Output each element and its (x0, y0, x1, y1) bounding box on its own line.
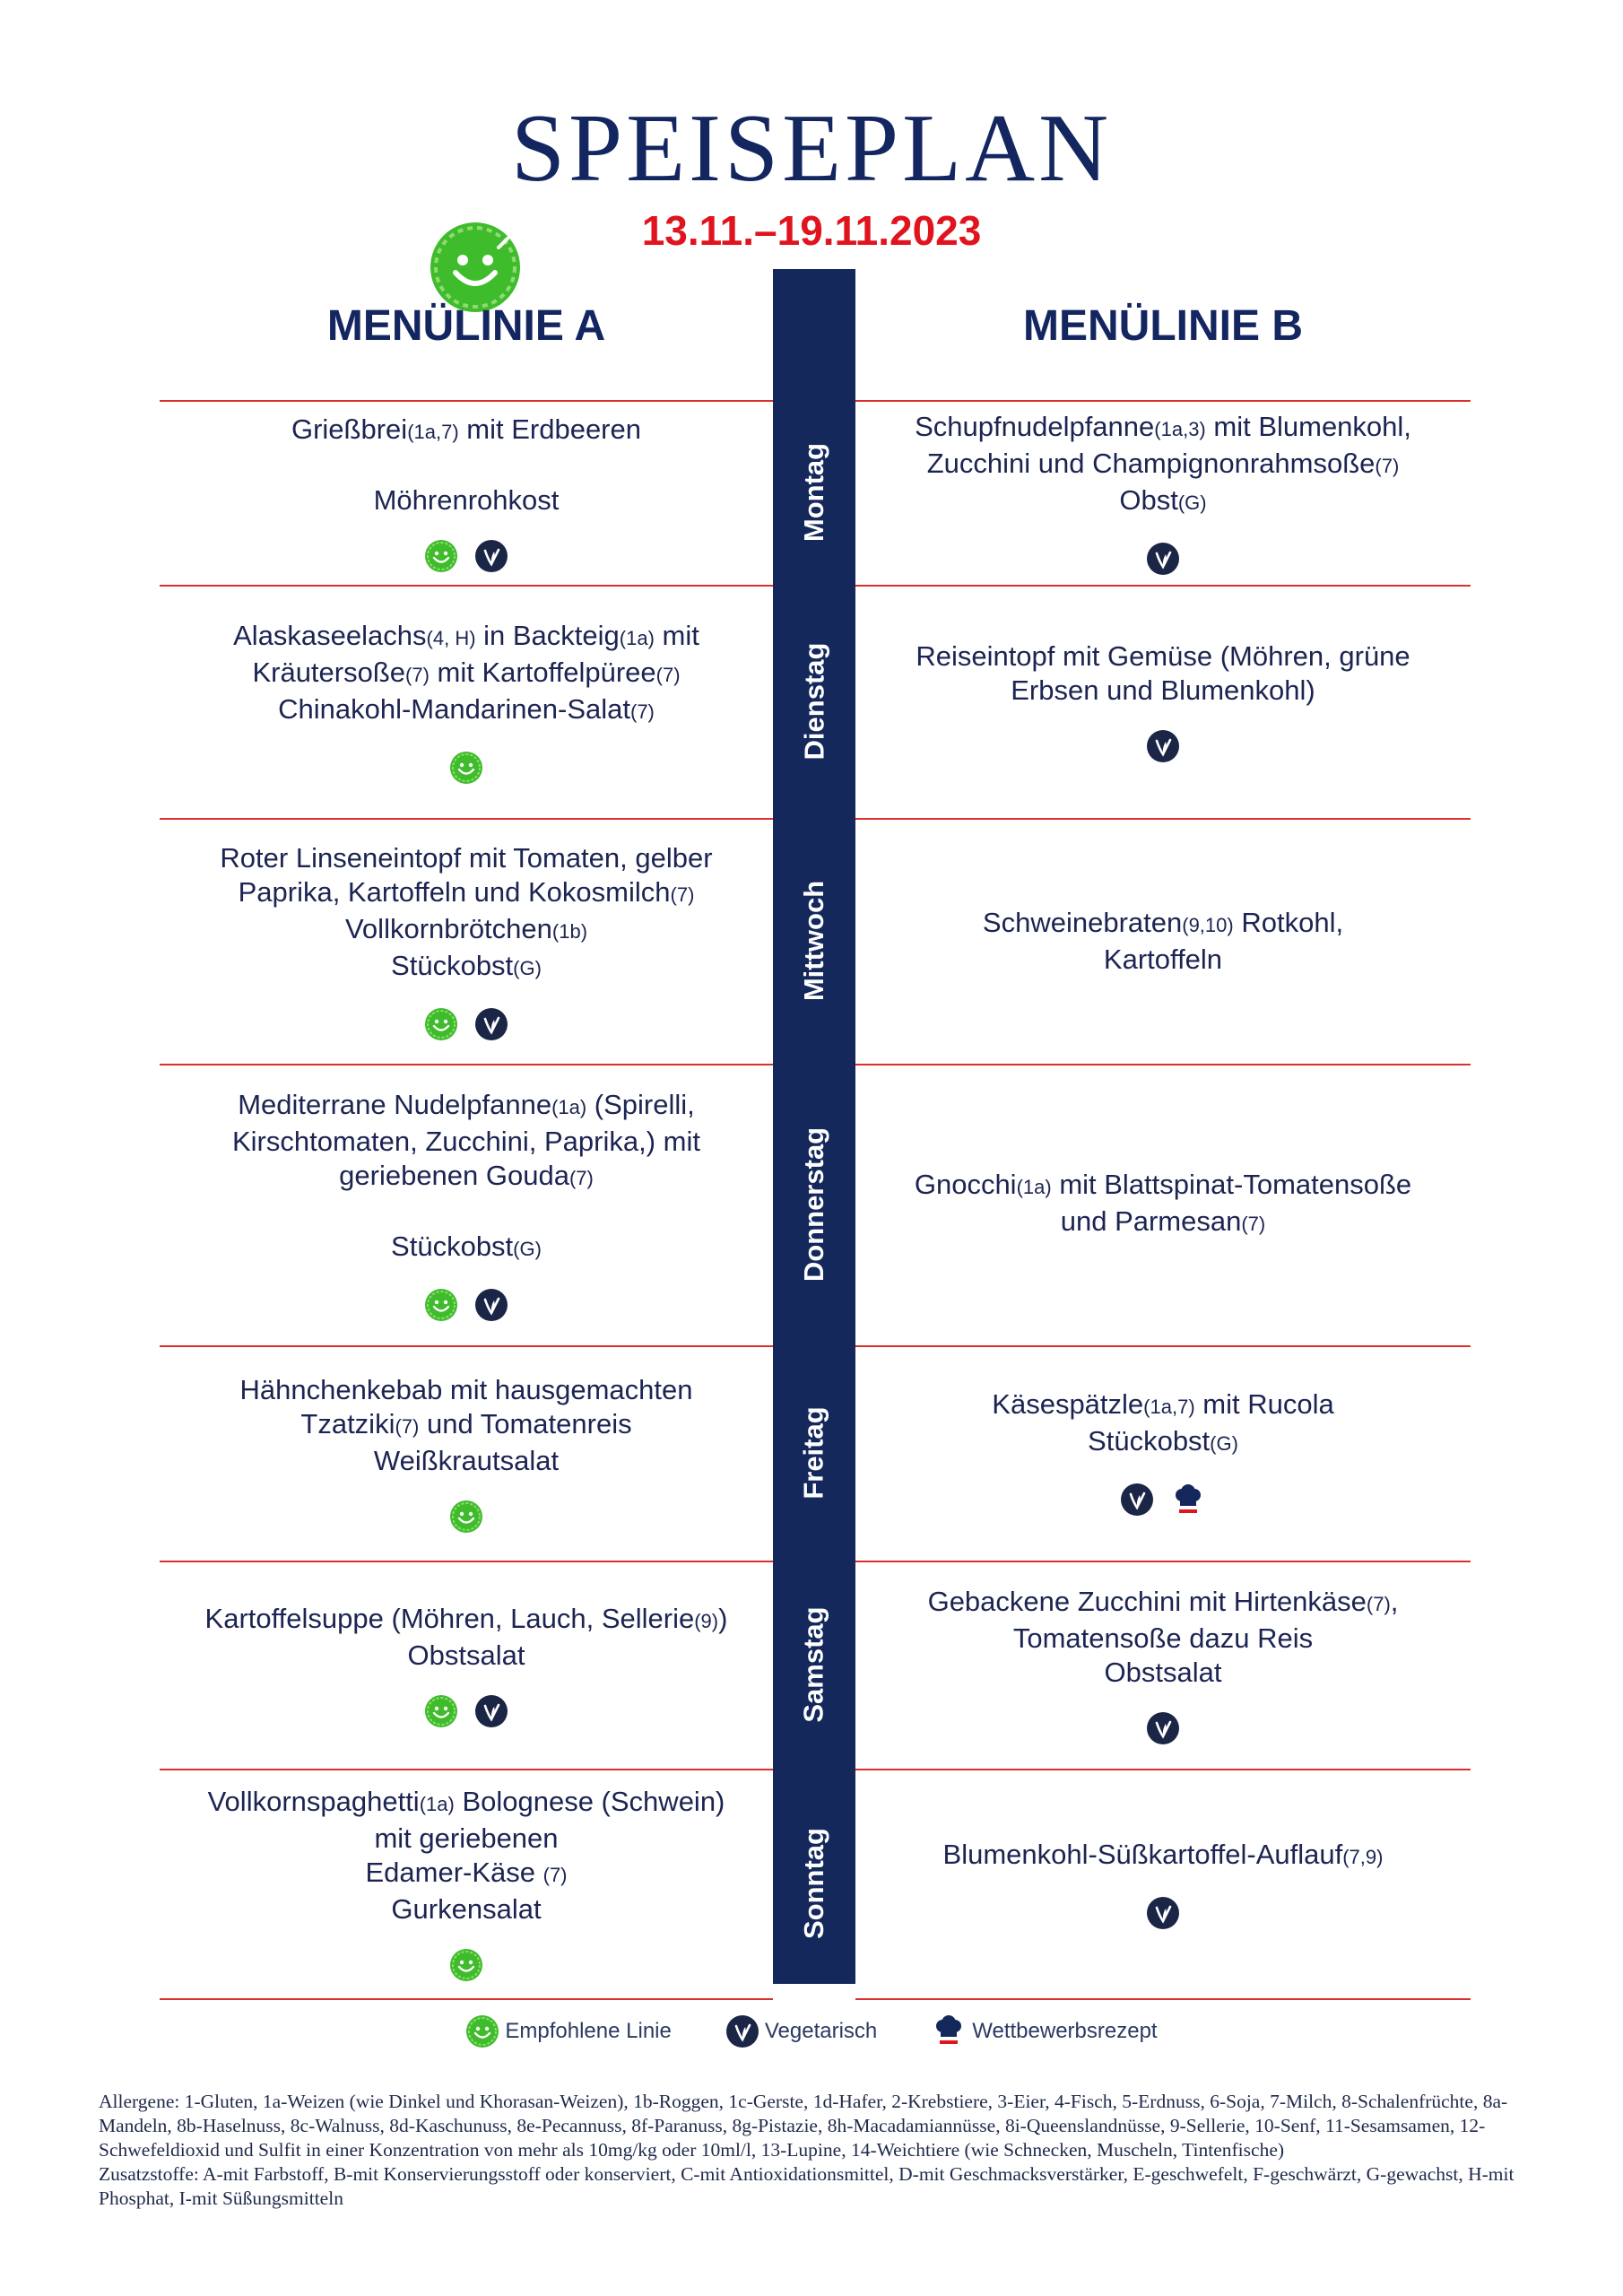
smile-icon (465, 2014, 499, 2048)
dish-line (232, 1125, 700, 1159)
dish-text: Kartoffelsuppe (Möhren, Lauch, Sellerie (204, 1602, 695, 1634)
legend-label: Empfohlene Linie (505, 2019, 672, 2043)
dish-text: Alaskaseelachs (233, 619, 427, 651)
vegetarian-icon (1120, 1483, 1154, 1518)
dish-line (1061, 1205, 1266, 1241)
allergen-code: (7) (1366, 1592, 1391, 1615)
day-label-sonntag (773, 1770, 855, 1996)
dish-line (239, 875, 695, 912)
smile-icon (424, 1288, 458, 1322)
dish-line (927, 447, 1400, 483)
dish-line (252, 656, 680, 692)
dish-text: Blumenkohl-Süßkartoffel-Auflauf (942, 1838, 1343, 1870)
vegetarian-icon (474, 1694, 508, 1728)
allergen-code: (1a,7) (407, 420, 459, 443)
diet-icons (424, 1007, 508, 1041)
dish-line (1119, 483, 1206, 520)
allergen-code: (G) (513, 956, 542, 979)
dish-text: in Backteig (475, 619, 620, 651)
menu-cell-b-samstag (855, 1562, 1471, 1767)
dish-line (1105, 1656, 1222, 1690)
menu-cell-a-mittwoch (160, 820, 773, 1062)
allergen-note: Allergene: 1-Gluten, 1a-Weizen (wie Dinkel und Khorasan-Weizen), 1b-Roggen, 1c-Gerste, 1d-Hafer, 2-Krebstiere, 3-Eier, 4-Fisch, 5-Erdnuss, 6-Soja, 7-Milch, 8-Schalenfrüchte, 8a-Mandeln, 8b-Haselnuss, 8c-Walnuss, 8d-Kaschunuss, 8e-Pecannuss, 8f-Paranuss, 8g-Pistazie, 8h-Macadamiannüsse, 8i-Queenslandnüsse, 9-Sellerie, 10-Senf, 11-Sesamsamen, 12-Schwefeldioxid und Sulfit in einer Konzentration von mehr als 10mg/kg oder 10ml/l, 13-Lupine, 14-Weichtiere (wie Schnecken, Muscheln, Tintenfische) (99, 2091, 1508, 2161)
dish-text: , (1390, 1585, 1399, 1617)
allergen-code: (9) (694, 1609, 719, 1632)
row-divider (160, 1998, 773, 2000)
row-divider (855, 1998, 1471, 2000)
chef-hat-icon (1170, 1483, 1206, 1518)
dish-line (992, 1387, 1333, 1424)
menu-cell-a-freitag (160, 1347, 773, 1559)
dish-line (391, 1230, 542, 1266)
dish-text: Weißkrautsalat (373, 1444, 560, 1476)
diet-icons (449, 1948, 483, 1982)
dish-line (291, 413, 641, 449)
dish-line (943, 1838, 1384, 1874)
dish-line (233, 619, 699, 656)
vegetarian-icon (1146, 1711, 1180, 1745)
diet-icons (1120, 1483, 1206, 1518)
dish-line (374, 483, 560, 517)
dish-text: Rotkohl, (1233, 906, 1344, 938)
day-name: Sonntag (798, 1828, 829, 1939)
dish-text: (Spirelli, (586, 1088, 695, 1120)
dish-text: Vollkornbrötchen (344, 912, 552, 944)
allergen-code: (7) (405, 663, 430, 686)
dish-text: mit geriebenen (374, 1822, 559, 1854)
dish-text: Gurkensalat (391, 1893, 542, 1925)
allergen-code: (1a) (1016, 1176, 1052, 1198)
day-label-dienstag (773, 587, 855, 816)
dish-text: Kartoffeln (1103, 943, 1223, 975)
dish-line (983, 906, 1343, 943)
dish-line (391, 949, 542, 986)
allergen-code: (7) (568, 1166, 594, 1189)
allergen-code: (7) (1375, 454, 1400, 477)
dish-text: Edamer-Käse (365, 1857, 543, 1888)
dish-text: Bolognese (Schwein) (454, 1786, 725, 1817)
dish-text: Chinakohl-Mandarinen-Salat (278, 692, 630, 725)
allergen-code: (4, H) (426, 626, 476, 649)
dish-text: mit Blumenkohl, (1205, 410, 1411, 442)
allergen-code: (7) (395, 1414, 420, 1438)
menu-cell-b-montag (855, 402, 1471, 583)
legend-item-competition (931, 2013, 1157, 2049)
diet-icons (424, 1288, 508, 1322)
vegetarian-icon (474, 539, 508, 573)
legend-item-recommended (465, 2014, 671, 2048)
dish-text: ) (718, 1602, 728, 1634)
allergen-code: (G) (1210, 1432, 1238, 1455)
allergen-code: (7,9) (1342, 1845, 1384, 1868)
allergen-code: (7) (542, 1864, 568, 1886)
day-name: Mittwoch (798, 880, 829, 1002)
dish-text: mit Kartoffelpüree (429, 656, 656, 688)
dish-text: Zucchini und Champignonrahmsoße (926, 447, 1376, 479)
dish-text: Kirschtomaten, Zucchini, Paprika,) mit (231, 1125, 700, 1157)
dish-line (220, 841, 712, 875)
legend-item-vegetarian (725, 2014, 877, 2048)
dish-line (278, 692, 655, 729)
dish-line (1088, 1424, 1238, 1461)
dish-text: Vollkornspaghetti (207, 1786, 420, 1817)
menu-cell-a-samstag (160, 1562, 773, 1767)
menu-cell-b-sonntag (855, 1770, 1471, 1996)
dish-line (374, 1444, 559, 1478)
allergen-code: (7) (1241, 1213, 1266, 1235)
dish-text: Kräutersoße (252, 656, 406, 688)
vegetarian-icon (725, 2014, 759, 2048)
dish-text: Obstsalat (407, 1639, 525, 1671)
additives-note: Zusatzstoffe: A-mit Farbstoff, B-mit Konservierungsstoff oder konserviert, C-mit Antioxidationsmittel, D-mit Geschmacksverstärker, E-geschwefelt, F-geschwärzt, G-gewachst, H-mit Phosphat, I-mit Süßungsmitteln (99, 2163, 1519, 2209)
menu-cell-a-donnerstag (160, 1065, 773, 1344)
day-label-mittwoch (773, 820, 855, 1062)
dish-text: Stückobst (391, 949, 514, 981)
dish-text: Stückobst (1088, 1425, 1211, 1457)
dish-text: Käsespätzle (992, 1388, 1144, 1420)
allergen-code: (1a,3) (1154, 417, 1206, 440)
dish-text: Hähnchenkebab mit hausgemachten (239, 1373, 693, 1405)
dish-text: Reiseintopf mit Gemüse (Möhren, grüne (916, 640, 1410, 672)
column-header-a: MENÜLINIE A (326, 302, 606, 350)
vegetarian-icon (474, 1007, 508, 1041)
dish-text: mit Erdbeeren (458, 413, 641, 445)
menu-cell-a-dienstag (160, 587, 773, 816)
dish-line (300, 1407, 631, 1444)
dish-text: geriebenen Gouda (339, 1159, 569, 1191)
dish-line (238, 1088, 695, 1125)
dish-text: Obstsalat (1104, 1656, 1222, 1688)
diet-icons (1146, 729, 1180, 763)
dish-line (391, 1892, 541, 1926)
dish-line (1013, 1622, 1313, 1656)
day-name: Freitag (798, 1406, 830, 1500)
dish-line (240, 1373, 693, 1407)
menu-cell-b-dienstag (855, 587, 1471, 816)
diet-icons (424, 1694, 508, 1728)
dish-text: Roter Linseneintopf mit Tomaten, gelber (220, 841, 713, 874)
dish-line (345, 912, 587, 949)
vegetarian-icon (1146, 1896, 1180, 1930)
diet-icons (449, 751, 483, 785)
day-label-samstag (773, 1562, 855, 1767)
dish-text: Erbsen und Blumenkohl) (1011, 674, 1315, 706)
menu-cell-b-donnerstag (855, 1065, 1471, 1344)
page-title: SPEISEPLAN (510, 95, 1113, 202)
diet-icons (424, 539, 508, 573)
allergen-code: (7) (670, 883, 695, 906)
dish-text: Schupfnudelpfanne (915, 410, 1155, 442)
menu-cell-a-sonntag (160, 1770, 773, 1996)
chef-hat-icon (931, 2013, 967, 2049)
dish-text: Gnocchi (914, 1169, 1017, 1200)
day-label-montag (773, 402, 855, 583)
allergen-code: (7) (630, 700, 655, 723)
date-range: 13.11.–19.11.2023 (641, 207, 982, 254)
dish-line (339, 1159, 594, 1196)
dish-text: mit (654, 619, 699, 651)
dish-text: mit Blattspinat-Tomatensoße (1051, 1169, 1412, 1200)
smile-icon (449, 1948, 483, 1982)
dish-line (365, 1856, 567, 1892)
dish-text: Obst (1119, 483, 1178, 516)
dish-text: Paprika, Kartoffeln und Kokosmilch (238, 875, 671, 908)
dish-text: mit Rucola (1194, 1388, 1334, 1420)
dish-line (374, 1822, 558, 1856)
dish-line (915, 1168, 1411, 1205)
allergen-code: (1a) (551, 1095, 587, 1118)
dish-line (1011, 674, 1315, 708)
day-name: Samstag (798, 1606, 830, 1723)
smile-icon (424, 1694, 458, 1728)
smile-icon (449, 1500, 483, 1534)
dish-line (916, 639, 1410, 674)
dish-line (205, 1602, 728, 1639)
dish-text: Gebackene Zucchini mit Hirtenkäse (927, 1585, 1367, 1617)
dish-text: Mediterrane Nudelpfanne (238, 1088, 552, 1120)
smile-icon (449, 751, 483, 785)
diet-icons (1146, 1711, 1180, 1745)
day-name: Montag (798, 442, 830, 543)
allergen-code: (G) (513, 1237, 542, 1260)
legend-label: Wettbewerbsrezept (972, 2019, 1158, 2043)
dish-text: Tomatensoße dazu Reis (1012, 1622, 1314, 1654)
dish-text: Tzatziki (300, 1407, 395, 1439)
allergen-code: (9,10) (1182, 913, 1234, 936)
day-name: Donnerstag (798, 1126, 829, 1283)
dish-line (915, 410, 1411, 447)
legend (0, 2013, 1623, 2049)
dish-text: Grießbrei (291, 413, 408, 445)
dish-text: Schweinebraten (982, 906, 1183, 938)
dish-text: und Parmesan (1060, 1205, 1242, 1237)
smile-icon (424, 539, 458, 573)
allergen-code: (7) (655, 663, 681, 686)
footer-notes (99, 2090, 1533, 2211)
day-name: Dienstag (798, 642, 830, 761)
allergen-code: (1b) (551, 919, 588, 943)
dish-text: Möhrenrohkost (373, 483, 560, 516)
diet-icons (449, 1500, 483, 1534)
vegetarian-icon (1146, 542, 1180, 576)
dish-line (928, 1585, 1399, 1622)
vegetarian-icon (1146, 729, 1180, 763)
dish-line (208, 1785, 725, 1822)
allergen-code: (1a) (419, 1793, 455, 1815)
menu-cell-b-mittwoch (855, 820, 1471, 1062)
dish-text: und Tomatenreis (419, 1407, 632, 1439)
vegetarian-icon (474, 1288, 508, 1322)
allergen-code: (1a) (619, 626, 655, 649)
diet-icons (1146, 542, 1180, 576)
dish-line (408, 1639, 525, 1673)
menu-cell-a-montag (160, 402, 773, 583)
dish-text: Stückobst (391, 1230, 514, 1262)
dish-line (1104, 943, 1222, 977)
smile-icon (424, 1007, 458, 1041)
menu-cell-b-freitag (855, 1347, 1471, 1559)
legend-label: Vegetarisch (764, 2019, 878, 2043)
allergen-code: (1a,7) (1143, 1396, 1195, 1418)
day-label-freitag (773, 1347, 855, 1559)
column-header-b: MENÜLINIE B (1023, 302, 1303, 350)
allergen-code: (G) (1177, 491, 1207, 514)
day-label-donnerstag (773, 1065, 855, 1344)
diet-icons (1146, 1896, 1180, 1930)
